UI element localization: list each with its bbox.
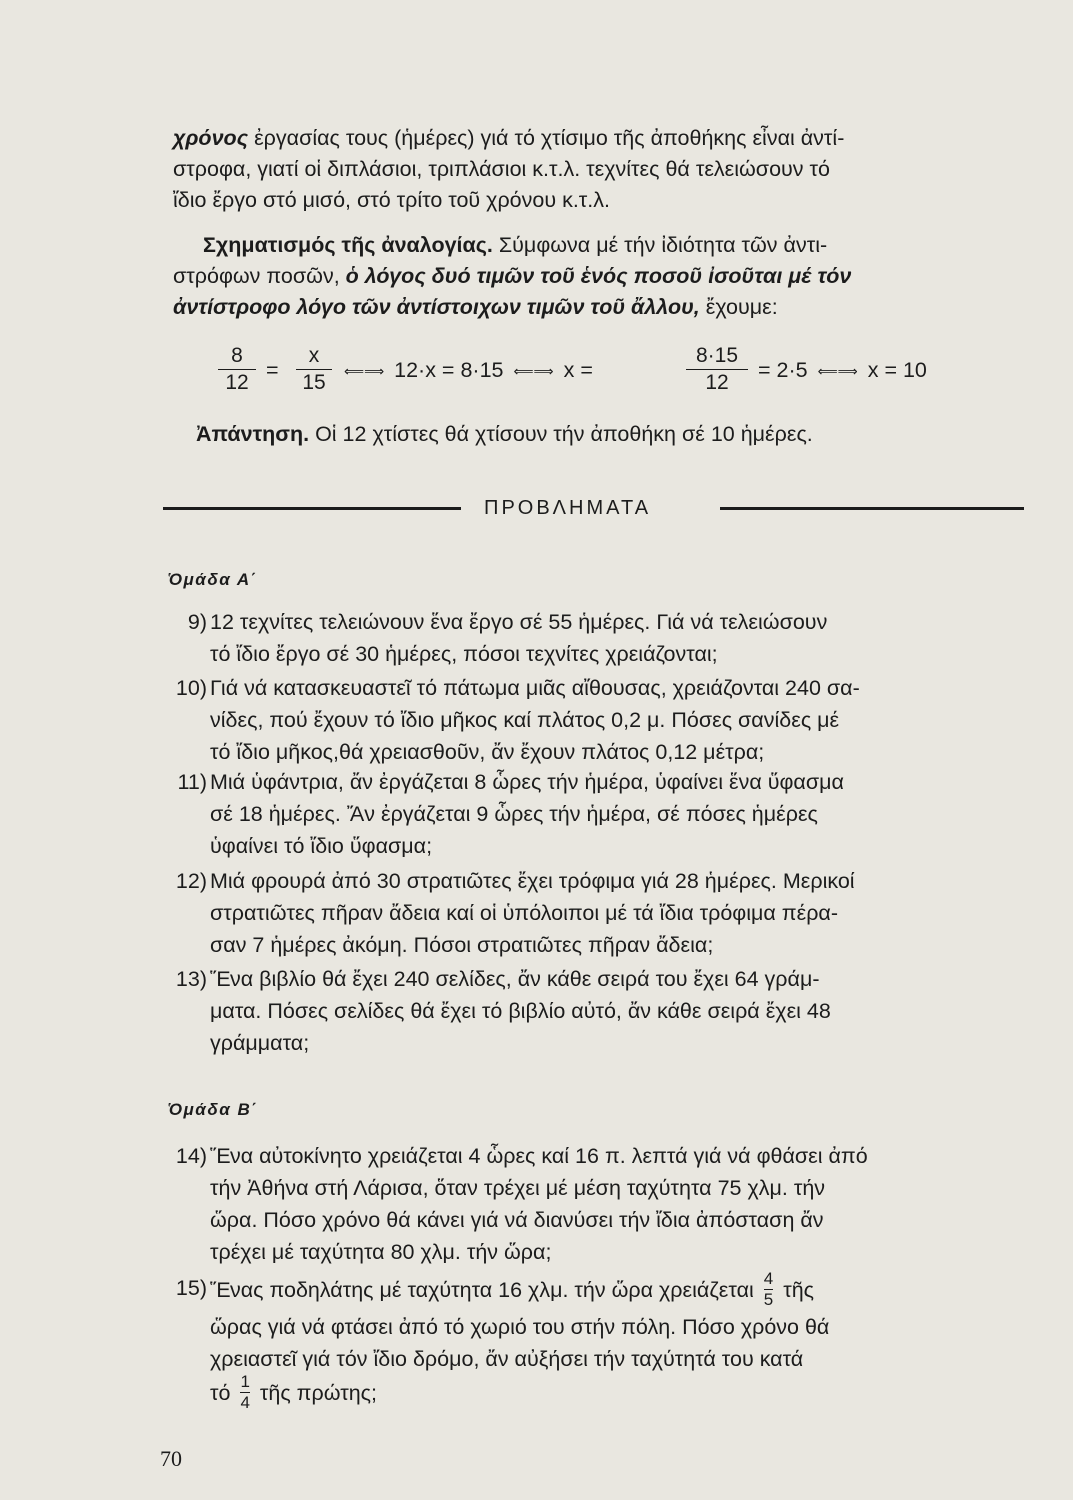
problem-text xyxy=(210,1140,1033,1268)
fraction-1-over-4 xyxy=(240,1373,249,1412)
problem-number: 10) xyxy=(175,676,207,700)
problem-text xyxy=(210,606,1033,670)
formation-line-1 xyxy=(203,233,827,258)
intro-line-2: στροφα, γιατί οἱ διπλάσιοι, τριπλάσιοι κ.τ.λ. τεχνίτες θά τελειώσουν τό xyxy=(173,157,830,181)
group-b-heading: Ὁμάδα Β΄ xyxy=(168,1100,259,1119)
problem-line: 12 τεχνίτες τελειώνουν ἕνα ἔργο σέ 55 ἡμέρες. Γιά νά τελειώσουν xyxy=(210,610,828,634)
problem-number: 14) xyxy=(175,1144,207,1168)
answer-label: Ἀπάντηση. xyxy=(196,422,310,446)
equivalence-arrow-icon: ⟸⟹ xyxy=(513,362,554,379)
equals-sign: = xyxy=(266,358,279,382)
formation-line-3 xyxy=(173,295,778,320)
fraction-bar xyxy=(296,369,332,370)
fraction-denominator: 12 xyxy=(225,371,249,394)
problem-line-end: τῆς πρώτης; xyxy=(259,1381,378,1406)
problem-number: 13) xyxy=(175,967,207,991)
problem-line xyxy=(210,1372,1033,1414)
fraction-numerator: 1 xyxy=(240,1372,250,1391)
fraction-4-over-5 xyxy=(764,1270,773,1309)
intro-line-1-text: ἐργασίας τους (ἡμέρες) γιά τό χτίσιμο τῆς ἀποθήκης εἶναι ἀντί- xyxy=(248,126,845,150)
answer-line xyxy=(196,422,813,447)
formation-line-3-end: ἔχουμε: xyxy=(699,295,778,319)
problem-line: Μιά ὑφάντρια, ἄν ἐργάζεται 8 ὧρες τήν ἡμέρα, ὑφαίνει ἕνα ὕφασμα xyxy=(210,770,844,794)
problem-number: 15) xyxy=(175,1276,207,1300)
answer-text: Οἱ 12 χτίστες θά χτίσουν τήν ἀποθήκη σέ 10 ἡμέρες. xyxy=(309,422,813,446)
problem-line: γράμματα; xyxy=(210,1031,310,1055)
equation-product: 12·x = 8·15 xyxy=(394,358,504,382)
problem-text xyxy=(210,865,1033,961)
section-rule-left xyxy=(163,507,461,510)
problem-line-start: Ἕνας ποδηλάτης μέ ταχύτητα 16 χλμ. τήν ὥρα χρειάζεται xyxy=(210,1278,754,1303)
equation-result: = 2·5 xyxy=(758,358,808,382)
problem-line: ματα. Πόσες σελίδες θά ἔχει τό βιβλίο αὐτό, ἄν κάθε σειρά ἔχει 48 xyxy=(210,999,831,1023)
problem-number: 11) xyxy=(177,770,207,794)
problem-line: ὥρα. Πόσο χρόνο θά κάνει γιά νά διανύσει τήν ἴδια ἀπόσταση ἄν xyxy=(210,1208,824,1232)
fraction-numerator: 8·15 xyxy=(695,344,739,367)
problem-line xyxy=(210,1269,1033,1311)
problem-text xyxy=(210,963,1033,1059)
problem-line: σέ 18 ἡμέρες. Ἄν ἐργάζεται 9 ὧρες τήν ἡμέρα, σέ πόσες ἡμέρες xyxy=(210,802,818,826)
intro-line-3: ἴδιο ἔργο στό μισό, στό τρίτο τοῦ χρόνου κ.τ.λ. xyxy=(173,188,610,212)
section-title: ΠΡΟΒΛΗΜΑΤΑ xyxy=(484,497,652,519)
fraction-8-over-12 xyxy=(218,345,256,394)
problem-line: χρειαστεῖ γιά τόν ἴδιο δρόμο, ἄν αὐξήσει τήν ταχύτητά του κατά xyxy=(210,1347,804,1371)
problem-text xyxy=(210,672,1033,768)
equation-middle xyxy=(340,358,593,383)
problem-number: 9) xyxy=(187,610,207,634)
equivalence-arrow-icon: ⟸⟹ xyxy=(344,362,385,379)
fraction-denominator: 12 xyxy=(705,371,729,394)
formation-line-2-start: στρόφων ποσῶν, xyxy=(173,264,346,288)
equivalence-arrow-icon: ⟸⟹ xyxy=(817,362,858,379)
problem-text xyxy=(210,766,1033,862)
problem-line: τό ἴδιο ἔργο σέ 30 ἡμέρες, πόσοι τεχνίτες χρειάζονται; xyxy=(210,642,718,666)
problem-line-start: τό xyxy=(210,1381,231,1406)
group-a-heading: Ὁμάδα Α΄ xyxy=(168,570,258,589)
equation-final: x = 10 xyxy=(867,358,927,382)
intro-line-1 xyxy=(173,126,844,151)
formation-rule-text-2: ἀντίστροφο λόγο τῶν ἀντίστοιχων τιμῶν τοῦ ἄλλου, xyxy=(173,295,700,319)
equation-end xyxy=(758,358,927,383)
problem-line-end: τῆς xyxy=(783,1278,815,1303)
formation-rule-text: ὁ λόγος δυό τιμῶν τοῦ ἑνός ποσοῦ ἰσοῦται μέ τόν xyxy=(345,264,852,288)
fraction-x-over-15 xyxy=(296,345,332,394)
problem-line: τήν Ἀθήνα στή Λάρισα, ὅταν τρέχει μέ μέση ταχύτητα 75 χλμ. τήν xyxy=(210,1176,826,1200)
problem-line: στρατιῶτες πῆραν ἄδεια καί οἱ ὑπόλοιποι μέ τά ἴδια τρόφιμα πέρα- xyxy=(210,901,839,925)
fraction-denominator: 5 xyxy=(763,1290,774,1309)
formation-line-1-text: Σύμφωνα μέ τήν ἰδιότητα τῶν ἀντι- xyxy=(492,233,828,257)
problem-line: Γιά νά κατασκευαστεῖ τό πάτωμα μιᾶς αἴθουσας, χρειάζονται 240 σα- xyxy=(210,676,860,700)
fraction-bar xyxy=(218,369,256,370)
problem-text xyxy=(210,1269,1033,1414)
fraction-bar xyxy=(686,369,748,370)
page-number: 70 xyxy=(160,1446,182,1471)
problem-line: Ἕνα βιβλίο θά ἔχει 240 σελίδες, ἄν κάθε σειρά του ἔχει 64 γράμ- xyxy=(210,967,820,991)
problem-line: Ἕνα αὐτοκίνητο χρειάζεται 4 ὧρες καί 16 π. λεπτά γιά νά φθάσει ἀπό xyxy=(210,1144,868,1168)
problem-line: τό ἴδιο μῆκος,θά χρειασθοῦν, ἄν ἔχουν πλάτος 0,12 μέτρα; xyxy=(210,740,765,764)
problem-line: τρέχει μέ ταχύτητα 80 χλμ. τήν ὥρα; xyxy=(210,1240,552,1264)
problem-line: νίδες, πού ἔχουν τό ἴδιο μῆκος καί πλάτος 0,2 μ. Πόσες σανίδες μέ xyxy=(210,708,840,732)
intro-bold-word: χρόνος xyxy=(173,126,249,150)
fraction-denominator: 15 xyxy=(302,371,326,394)
fraction-denominator: 4 xyxy=(240,1393,250,1412)
fraction-numerator: 8 xyxy=(231,344,243,367)
problem-number: 12) xyxy=(175,869,207,893)
section-rule-right xyxy=(720,507,1024,510)
equation-x-equals: x = xyxy=(563,358,593,382)
fraction-815-over-12 xyxy=(686,345,748,394)
fraction-numerator: x xyxy=(308,344,320,367)
problem-line: σαν 7 ἡμέρες ἀκόμη. Πόσοι στρατιῶτες πῆραν ἄδεια; xyxy=(210,933,714,957)
problem-line: Μιά φρουρά ἀπό 30 στρατιῶτες ἔχει τρόφιμα γιά 28 ἡμέρες. Μερικοί xyxy=(210,869,855,893)
formation-line-2 xyxy=(173,264,851,289)
problem-line: ὑφαίνει τό ἴδιο ὕφασμα; xyxy=(210,834,433,858)
problem-line: ὥρας γιά νά φτάσει ἀπό τό χωριό του στήν πόλη. Πόσο χρόνο θά xyxy=(210,1315,830,1339)
formation-heading: Σχηματισμός τῆς ἀναλογίας. xyxy=(203,233,493,257)
fraction-numerator: 4 xyxy=(763,1269,774,1288)
